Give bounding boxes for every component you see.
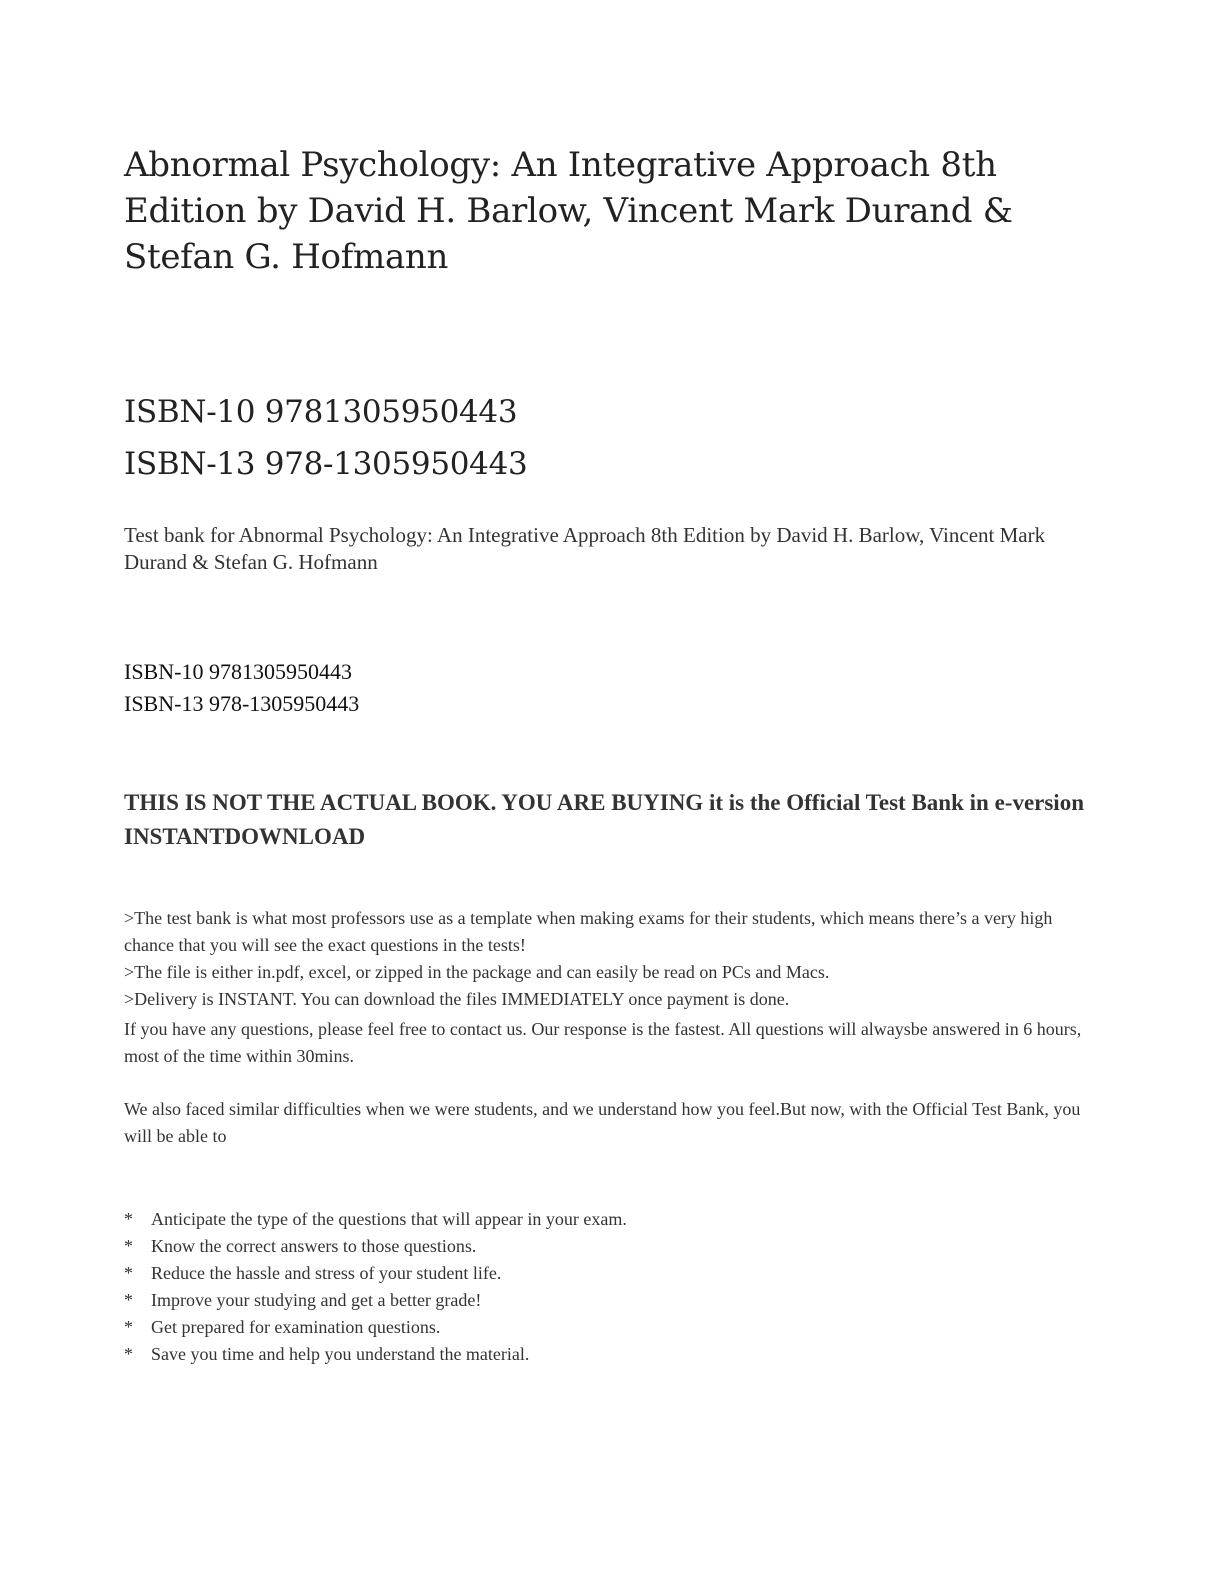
benefits-list <box>124 1206 627 1368</box>
isbn-10-small: ISBN-10 9781305950443 <box>124 659 352 684</box>
info-line: >The test bank is what most professors use as a template when making exams for their students, which means there’s a very high chance that you will see the exact questions in the tests! <box>124 908 1053 955</box>
isbn-13-small: ISBN-13 978-1305950443 <box>124 691 360 716</box>
list-item-text: Get prepared for examination questions. <box>151 1317 441 1337</box>
bullet-marker: * <box>124 1317 133 1337</box>
document-title: Abnormal Psychology: An Integrative Approach 8th Edition by David H. Barlow, Vincent Mark Durand & Stefan G. Hofmann <box>124 145 1013 277</box>
isbn-block-large <box>124 386 527 490</box>
list-item-text: Improve your studying and get a better grade! <box>151 1290 482 1310</box>
list-item-text: Anticipate the type of the questions that will appear in your exam. <box>151 1209 627 1229</box>
bullet-marker: * <box>124 1209 133 1229</box>
isbn-10-large: ISBN-10 9781305950443 <box>124 394 518 430</box>
list-item-text: Save you time and help you understand the material. <box>151 1344 530 1364</box>
bullet-marker: * <box>124 1290 133 1310</box>
list-item <box>124 1260 627 1287</box>
isbn-block-small <box>124 656 359 720</box>
document-subtitle: Test bank for Abnormal Psychology: An Integrative Approach 8th Edition by David H. Barlow, Vincent Mark Durand & Stefan G. Hofmann <box>124 523 1046 574</box>
list-item <box>124 1314 627 1341</box>
list-item <box>124 1341 627 1368</box>
bullet-marker: * <box>124 1344 133 1364</box>
list-item <box>124 1233 627 1260</box>
isbn-13-large: ISBN-13 978-1305950443 <box>124 446 528 482</box>
info-line: >Delivery is INSTANT. You can download the files IMMEDIATELY once payment is done. <box>124 989 790 1009</box>
info-line: If you have any questions, please feel free to contact us. Our response is the fastest. All questions will alwaysbe answered in 6 hours, most of the time within 30mins. <box>124 1019 1082 1066</box>
bullet-marker: * <box>124 1263 133 1283</box>
info-block <box>124 905 1084 1070</box>
info-line: >The file is either in.pdf, excel, or zipped in the package and can easily be read on PCs and Macs. <box>124 962 830 982</box>
bullet-marker: * <box>124 1236 133 1256</box>
notice-heading: THIS IS NOT THE ACTUAL BOOK. YOU ARE BUYING it is the Official Test Bank in e-version INSTANTDOWNLOAD <box>124 790 1084 849</box>
list-item-text: Reduce the hassle and stress of your student life. <box>151 1263 502 1283</box>
list-item-text: Know the correct answers to those questions. <box>151 1236 477 1256</box>
list-item <box>124 1287 627 1314</box>
list-item <box>124 1206 627 1233</box>
benefits-intro-paragraph: We also faced similar difficulties when we were students, and we understand how you feel.But now, with the Official Test Bank, you will be able to <box>124 1099 1081 1146</box>
